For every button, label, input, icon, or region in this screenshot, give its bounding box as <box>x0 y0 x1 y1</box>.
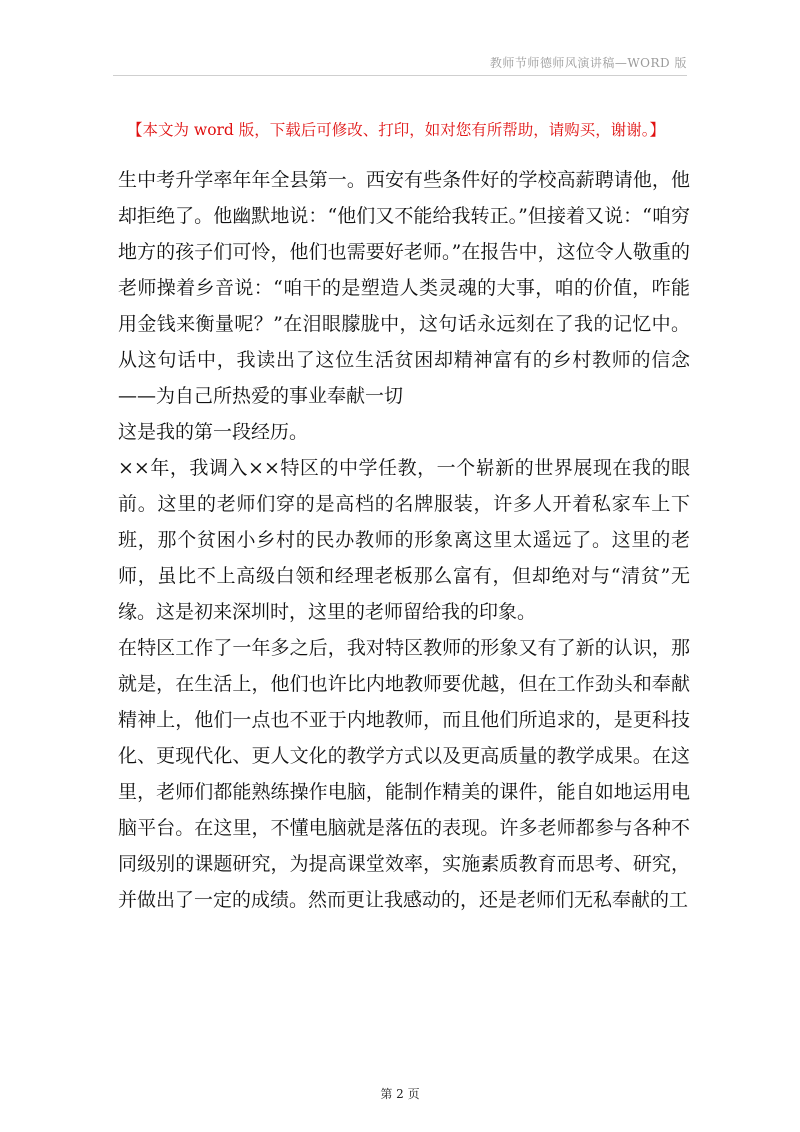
page-number: 第 2 页 <box>380 1087 420 1101</box>
purchase-notice: 【本文为 word 版，下载后可修改、打印，如对您有所帮助，请购买，谢谢。】 <box>127 121 666 139</box>
header-divider <box>113 75 687 76</box>
running-header: 教师节师德师风演讲稿—WORD 版 <box>489 56 687 70</box>
document-body <box>118 162 690 918</box>
paragraph-3: ××年，我调入××特区的中学任教，一个崭新的世界展现在我的眼前。这里的老师们穿的是高档的名牌服装，许多人开着私家车上下班，那个贫困小乡村的民办教师的形象离这里太遥远了。这里的老师，虽比不上高级白领和经理老板那么富有，但却绝对与“清贫”无缘。这是初来深圳时，这里的老师留给我的印象。 <box>118 457 690 623</box>
paragraph-2: 这是我的第一段经历。 <box>118 421 309 443</box>
paragraph-1: 生中考升学率年年全县第一。西安有些条件好的学校高薪聘请他，他却拒绝了。他幽默地说：“他们又不能给我转正。”但接着又说：“咱穷地方的孩子们可怜，他们也需要好老师。”在报告中，这位令人敬重的老师操着乡音说：“咱干的是塑造人类灵魂的大事，咱的价值，咋能用金钱来衡量呢？”在泪眼朦胧中，这句话永远刻在了我的记忆中。从这句话中，我读出了这位生活贫困却精神富有的乡村教师的信念——为自己所热爱的事业奉献一切 <box>118 169 690 407</box>
paragraph-4: 在特区工作了一年多之后，我对特区教师的形象又有了新的认识，那就是，在生活上，他们也许比内地教师要优越，但在工作劲头和奉献精神上，他们一点也不亚于内地教师，而且他们所追求的，是更科技化、更现代化、更人文化的教学方式以及更高质量的教学成果。在这里，老师们都能熟练操作电脑，能制作精美的课件，能自如地运用电脑平台。在这里，不懂电脑就是落伍的表现。许多老师都参与各种不同级别的课题研究，为提高课堂效率，实施素质教育而思考、研究，并做出了一定的成绩。然而更让我感动的，还是老师们无私奉献的工 <box>118 637 690 911</box>
